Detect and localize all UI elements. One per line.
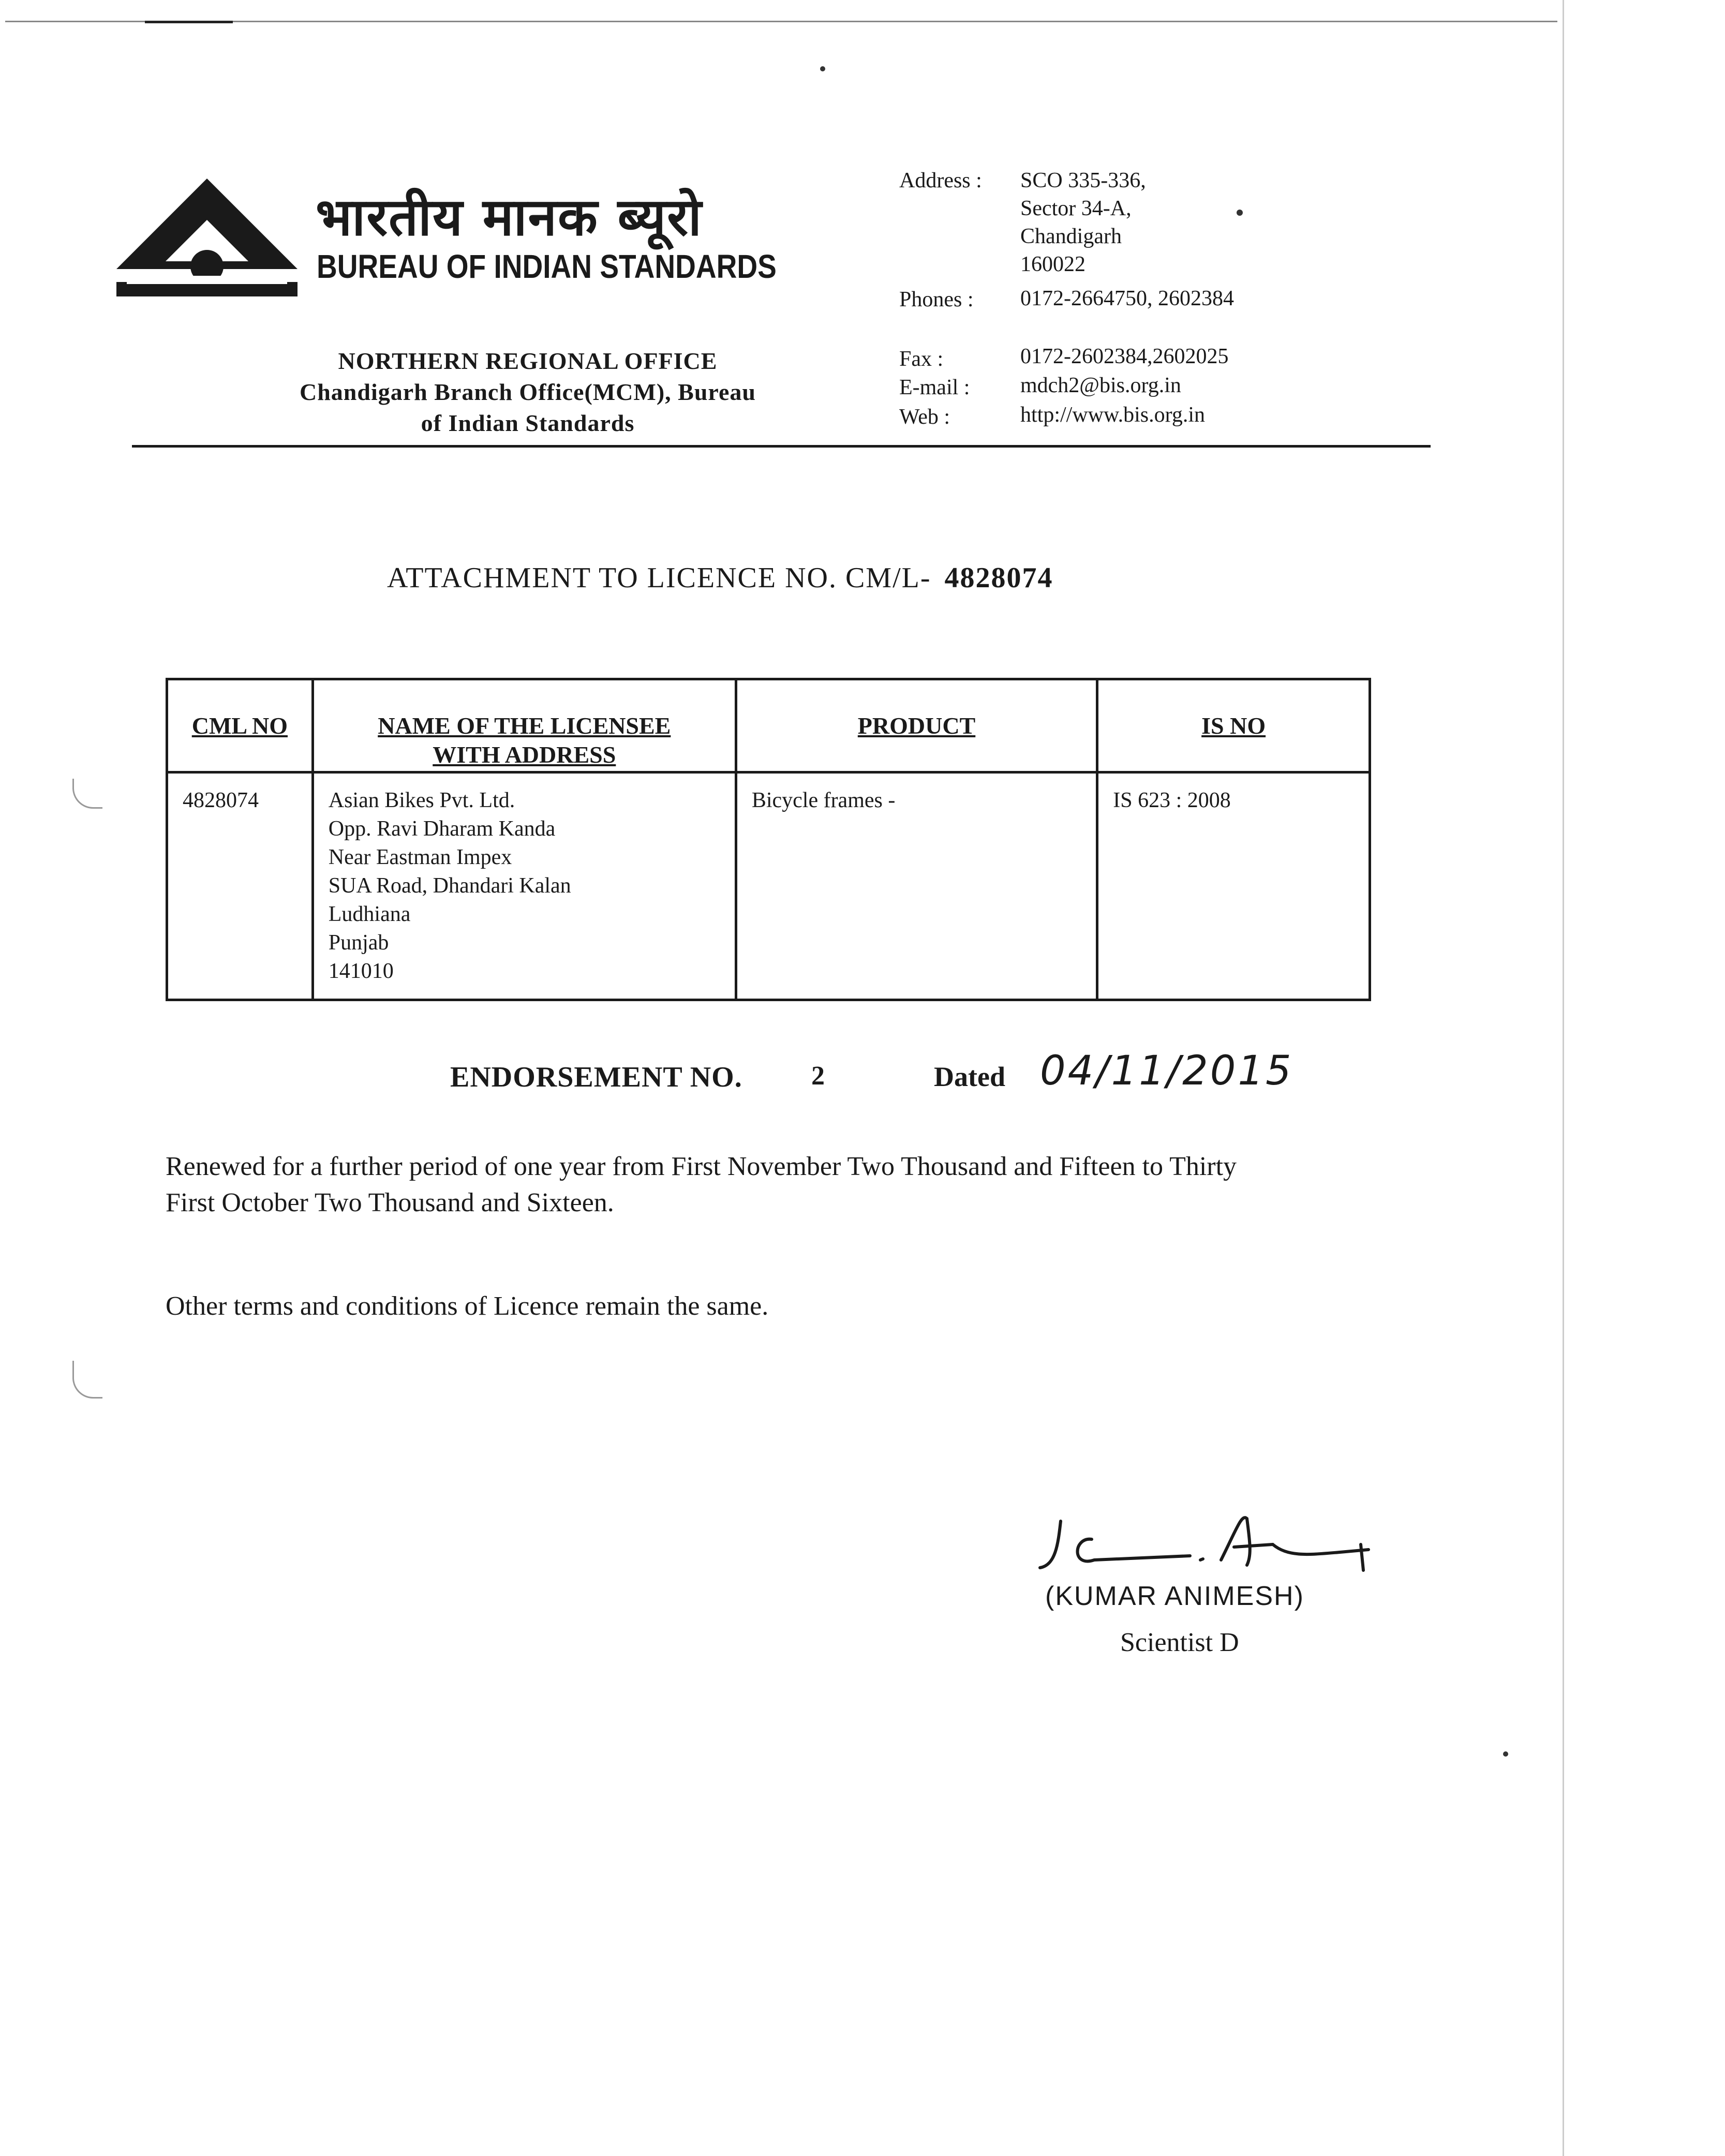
licensee-line: Punjab xyxy=(328,931,389,955)
signatory-designation: Scientist D xyxy=(1120,1628,1239,1657)
fax-value: 0172-2602384,2602025 xyxy=(1020,345,1229,368)
endorsement-label: ENDORSEMENT NO. xyxy=(450,1061,742,1093)
address-label: Address : xyxy=(899,169,982,192)
scan-edge-right xyxy=(1563,0,1564,2156)
handwritten-date: 04/11/2015 xyxy=(1040,1048,1293,1094)
org-name: BUREAU OF INDIAN STANDARDS xyxy=(317,248,777,285)
cell-licensee xyxy=(313,772,736,1000)
email-value: mdch2@bis.org.in xyxy=(1020,374,1181,397)
licence-number: 4828074 xyxy=(944,562,1053,594)
dated-label: Dated xyxy=(934,1061,1005,1092)
endorsement-number: 2 xyxy=(811,1061,825,1091)
header-is-no: IS NO xyxy=(1097,679,1370,772)
licensee-line: Asian Bikes Pvt. Ltd. xyxy=(328,789,515,812)
licensee-line: SUA Road, Dhandari Kalan xyxy=(328,874,571,898)
web-label: Web : xyxy=(899,405,950,429)
phones-label: Phones : xyxy=(899,288,974,311)
table-header-row xyxy=(167,679,1370,772)
licensee-line: Ludhiana xyxy=(328,902,411,926)
terms-paragraph: Other terms and conditions of Licence remain the same. xyxy=(166,1291,769,1321)
address-line: Chandigarh xyxy=(1020,225,1122,248)
attachment-title xyxy=(387,561,1053,594)
address-block xyxy=(1020,167,1146,278)
office-block xyxy=(269,346,786,439)
web-value: http://www.bis.org.in xyxy=(1020,403,1206,427)
hindi-org-name: भारतीय मानक ब्यूरो xyxy=(316,187,703,247)
fax-label: Fax : xyxy=(899,347,944,371)
header-licensee-line1: NAME OF THE LICENSEE xyxy=(378,712,671,739)
bis-logo xyxy=(116,179,298,303)
licensee-line: 141010 xyxy=(328,959,394,983)
scan-mark xyxy=(145,21,233,23)
signature xyxy=(1030,1508,1381,1591)
renewal-paragraph xyxy=(166,1149,1397,1221)
licence-table xyxy=(166,678,1371,1001)
renewal-line2: First October Two Thousand and Sixteen. xyxy=(166,1188,614,1217)
cell-product: Bicycle frames - xyxy=(736,772,1097,1000)
phones-value: 0172-2664750, 2602384 xyxy=(1020,287,1234,310)
cell-is-no: IS 623 : 2008 xyxy=(1097,772,1370,1000)
header-divider xyxy=(132,445,1431,448)
office-region: NORTHERN REGIONAL OFFICE xyxy=(338,348,718,374)
title-text: ATTACHMENT TO LICENCE NO. CM/L- xyxy=(387,562,931,594)
cell-cml-no: 4828074 xyxy=(167,772,313,1000)
header-cml-no: CML NO xyxy=(167,679,313,772)
address-line: 160022 xyxy=(1020,252,1085,276)
table-row xyxy=(167,772,1370,1000)
header-licensee xyxy=(313,679,736,772)
address-line: Sector 34-A, xyxy=(1020,197,1132,220)
renewal-line1: Renewed for a further period of one year from First November Two Thousand and Fifteen to Thirty xyxy=(166,1152,1237,1181)
address-line: SCO 335-336, xyxy=(1020,169,1146,192)
office-org: of Indian Standards xyxy=(421,410,635,436)
office-branch: Chandigarh Branch Office(MCM), Bureau xyxy=(299,379,756,405)
licensee-line: Near Eastman Impex xyxy=(328,845,512,869)
header-product: PRODUCT xyxy=(736,679,1097,772)
scan-edge-line xyxy=(5,21,1557,22)
email-label: E-mail : xyxy=(899,376,970,399)
licensee-line: Opp. Ravi Dharam Kanda xyxy=(328,817,556,841)
header-licensee-line2: WITH ADDRESS xyxy=(433,741,616,768)
signatory-name: (KUMAR ANIMESH) xyxy=(1045,1581,1304,1611)
